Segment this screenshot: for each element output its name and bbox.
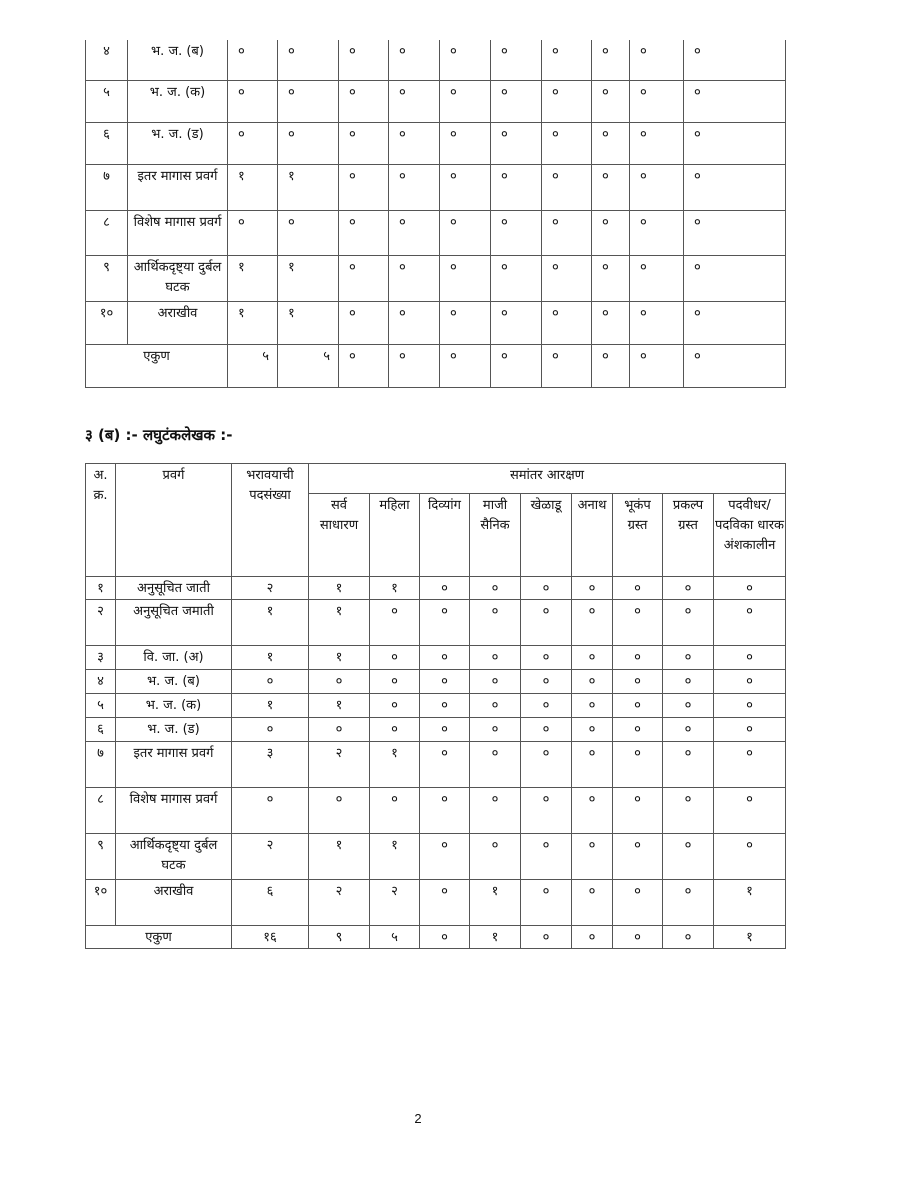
value-cell: ० [572,718,613,742]
table-row [86,742,786,788]
table-row [86,165,786,211]
total-value-cell: ० [389,345,440,388]
total-value-cell: ० [521,926,572,949]
total-value-cell: ५ [278,345,339,388]
value-cell: ० [309,670,370,694]
value-cell: ० [491,302,542,345]
value-cell: ० [714,670,786,694]
total-value-cell: ९ [309,926,370,949]
serial-cell: ७ [86,742,116,788]
table-row [86,256,786,302]
category-cell: अराखीव [128,302,228,345]
value-cell: ० [440,40,491,81]
value-cell: ० [491,211,542,256]
total-value-cell: ० [339,345,389,388]
table-row [86,81,786,123]
value-cell: १ [714,880,786,926]
value-cell: १ [228,302,278,345]
table-row [86,694,786,718]
value-cell: ० [663,600,714,646]
serial-cell: १० [86,302,128,345]
value-cell: ६ [232,880,309,926]
value-cell: ० [572,834,613,880]
table-row [86,646,786,670]
value-cell: ० [440,123,491,165]
table-row [86,834,786,880]
value-cell: ० [521,718,572,742]
value-cell: ० [613,880,663,926]
value-cell: ० [684,123,786,165]
serial-cell: ८ [86,788,116,834]
value-cell: ० [572,788,613,834]
value-cell: ० [663,670,714,694]
value-cell: ० [339,302,389,345]
value-cell: ० [542,302,592,345]
value-cell: ० [684,165,786,211]
total-value-cell: १६ [232,926,309,949]
total-value-cell: ० [630,345,684,388]
value-cell: ० [389,40,440,81]
value-cell: १ [232,600,309,646]
value-cell: ० [684,211,786,256]
value-cell: ० [714,788,786,834]
value-cell: १ [232,694,309,718]
value-cell: ० [663,788,714,834]
value-cell: ० [470,646,521,670]
value-cell: ० [420,646,470,670]
serial-cell: ६ [86,718,116,742]
table-row [86,788,786,834]
value-cell: ० [714,577,786,600]
value-cell: ० [542,40,592,81]
value-cell: ० [613,834,663,880]
value-cell: ० [389,302,440,345]
value-cell: ० [278,123,339,165]
value-cell: ० [339,123,389,165]
value-cell: ० [714,694,786,718]
value-cell: ० [663,577,714,600]
value-cell: ० [440,211,491,256]
reservation-table-continued [85,40,786,388]
value-cell: ० [521,834,572,880]
table-row [86,211,786,256]
value-cell: ० [572,694,613,718]
table2-body [86,464,786,949]
value-cell: ० [714,646,786,670]
value-cell: ० [572,742,613,788]
header-women: महिला [370,494,420,577]
value-cell: १ [278,165,339,211]
category-cell: भ. ज. (ब) [128,40,228,81]
value-cell: १ [309,600,370,646]
value-cell: २ [370,880,420,926]
value-cell: ० [309,718,370,742]
total-value-cell: ० [542,345,592,388]
value-cell: ० [491,81,542,123]
total-value-cell: ५ [228,345,278,388]
value-cell: ० [613,646,663,670]
value-cell: ० [542,123,592,165]
value-cell: ० [521,646,572,670]
total-value-cell: ० [663,926,714,949]
category-cell: भ. ज. (क) [128,81,228,123]
value-cell: ० [572,880,613,926]
value-cell: ० [613,788,663,834]
value-cell: ० [592,211,630,256]
value-cell: ० [592,81,630,123]
serial-cell: ५ [86,694,116,718]
category-cell: वि. जा. (अ) [116,646,232,670]
table1-body [86,40,786,388]
value-cell: ० [420,788,470,834]
value-cell: १ [309,577,370,600]
serial-cell: ५ [86,81,128,123]
serial-cell: ४ [86,40,128,81]
value-cell: ० [542,211,592,256]
value-cell: ० [684,302,786,345]
value-cell: ० [613,670,663,694]
value-cell: ० [542,165,592,211]
value-cell: ० [370,670,420,694]
value-cell: ० [228,81,278,123]
value-cell: ० [370,718,420,742]
category-cell: विशेष मागास प्रवर्ग [116,788,232,834]
value-cell: ० [440,256,491,302]
value-cell: ० [339,211,389,256]
value-cell: ० [521,742,572,788]
value-cell: ३ [232,742,309,788]
value-cell: ० [613,577,663,600]
value-cell: ० [521,670,572,694]
value-cell: ० [278,81,339,123]
header-earthquake: भूकंप ग्रस्त [613,494,663,577]
value-cell: ० [663,718,714,742]
value-cell: ० [389,123,440,165]
value-cell: ० [663,742,714,788]
value-cell: ० [572,670,613,694]
value-cell: २ [309,742,370,788]
value-cell: ० [521,694,572,718]
value-cell: ० [613,694,663,718]
header-graduate-parttime: पदवीधर/ पदविका धारक अंशकालीन [714,494,786,577]
value-cell: १ [278,256,339,302]
table-row [86,718,786,742]
category-cell: आर्थिकदृष्ट्या दुर्बल घटक [128,256,228,302]
value-cell: ० [420,742,470,788]
serial-cell: २ [86,600,116,646]
value-cell: ० [228,123,278,165]
value-cell: ० [613,742,663,788]
value-cell: ० [592,123,630,165]
total-value-cell: ५ [370,926,420,949]
value-cell: ० [389,81,440,123]
value-cell: ० [470,834,521,880]
table-row [86,40,786,81]
value-cell: ० [470,718,521,742]
total-label: एकुण [86,926,232,949]
value-cell: ० [491,123,542,165]
value-cell: ० [714,834,786,880]
value-cell: १ [370,834,420,880]
value-cell: १ [370,742,420,788]
total-row [86,345,786,388]
value-cell: ० [339,40,389,81]
value-cell: ० [370,788,420,834]
value-cell: ० [389,256,440,302]
value-cell: ० [232,718,309,742]
value-cell: ० [389,211,440,256]
value-cell: ० [521,577,572,600]
value-cell: ० [663,694,714,718]
value-cell: १ [228,256,278,302]
category-cell: आर्थिकदृष्ट्या दुर्बल घटक [116,834,232,880]
value-cell: ० [592,256,630,302]
serial-cell: ६ [86,123,128,165]
serial-cell: १० [86,880,116,926]
value-cell: ० [714,742,786,788]
header-project-affected: प्रकल्प ग्रस्त [663,494,714,577]
value-cell: ० [491,40,542,81]
value-cell: ० [521,880,572,926]
value-cell: ० [663,646,714,670]
value-cell: ० [370,694,420,718]
category-cell: भ. ज. (ड) [128,123,228,165]
value-cell: ० [592,165,630,211]
value-cell: ० [420,834,470,880]
value-cell: ० [370,600,420,646]
total-value-cell: ० [420,926,470,949]
total-value-cell: १ [470,926,521,949]
value-cell: ० [420,600,470,646]
value-cell: १ [278,302,339,345]
category-cell: भ. ज. (ड) [116,718,232,742]
total-value-cell: १ [714,926,786,949]
total-value-cell: ० [440,345,491,388]
page-number: 2 [414,1111,422,1126]
total-value-cell: ० [684,345,786,388]
value-cell: ० [420,694,470,718]
value-cell: ० [714,718,786,742]
value-cell: ० [521,788,572,834]
value-cell: २ [309,880,370,926]
header-serial: अ. क्र. [86,464,116,577]
table-row [86,123,786,165]
value-cell: ० [663,880,714,926]
section-heading: ३ (ब) :- लघुटंकलेखक :- [85,426,233,444]
header-row-1 [86,464,786,494]
serial-cell: ९ [86,256,128,302]
value-cell: ० [491,165,542,211]
value-cell: ० [630,40,684,81]
value-cell: ० [440,302,491,345]
value-cell: ० [630,302,684,345]
value-cell: ० [470,670,521,694]
stenographer-reservation-table [85,463,786,949]
serial-cell: ९ [86,834,116,880]
header-ex-servicemen: माजी सैनिक [470,494,521,577]
header-sports: खेळाडू [521,494,572,577]
value-cell: ० [339,256,389,302]
value-cell: ० [309,788,370,834]
total-row [86,926,786,949]
category-cell: विशेष मागास प्रवर्ग [128,211,228,256]
category-cell: इतर मागास प्रवर्ग [128,165,228,211]
value-cell: ० [232,670,309,694]
value-cell: ० [542,256,592,302]
value-cell: ० [630,165,684,211]
serial-cell: ८ [86,211,128,256]
value-cell: ० [684,40,786,81]
value-cell: ० [339,165,389,211]
total-label: एकुण [86,345,228,388]
header-parallel-reservation: समांतर आरक्षण [309,464,786,494]
value-cell: १ [309,834,370,880]
header-category: प्रवर्ग [116,464,232,577]
header-orphan: अनाथ [572,494,613,577]
value-cell: ० [228,40,278,81]
value-cell: ० [542,81,592,123]
total-value-cell: ० [572,926,613,949]
value-cell: ० [572,600,613,646]
value-cell: १ [370,577,420,600]
total-value-cell: ० [592,345,630,388]
category-cell: अनुसूचित जाती [116,577,232,600]
value-cell: ० [420,718,470,742]
value-cell: ० [440,81,491,123]
header-disabled: दिव्यांग [420,494,470,577]
value-cell: ० [630,256,684,302]
value-cell: ० [684,256,786,302]
serial-cell: ४ [86,670,116,694]
category-cell: भ. ज. (ब) [116,670,232,694]
total-value-cell: ० [491,345,542,388]
category-cell: अराखीव [116,880,232,926]
value-cell: ० [339,81,389,123]
table-row [86,880,786,926]
value-cell: १ [470,880,521,926]
value-cell: ० [630,81,684,123]
value-cell: ० [420,670,470,694]
value-cell: ० [663,834,714,880]
value-cell: ० [470,788,521,834]
serial-cell: १ [86,577,116,600]
value-cell: २ [232,834,309,880]
value-cell: ० [228,211,278,256]
value-cell: ० [613,600,663,646]
table-row [86,670,786,694]
serial-cell: ३ [86,646,116,670]
value-cell: ० [592,40,630,81]
value-cell: ० [613,718,663,742]
value-cell: ० [572,646,613,670]
value-cell: ० [278,40,339,81]
value-cell: १ [228,165,278,211]
category-cell: अनुसूचित जमाती [116,600,232,646]
value-cell: १ [232,646,309,670]
header-posts: भरावयाची पदसंख्या [232,464,309,577]
value-cell: ० [232,788,309,834]
category-cell: भ. ज. (क) [116,694,232,718]
value-cell: १ [309,694,370,718]
value-cell: १ [309,646,370,670]
value-cell: ० [592,302,630,345]
value-cell: ० [440,165,491,211]
value-cell: ० [714,600,786,646]
value-cell: ० [572,577,613,600]
value-cell: ० [521,600,572,646]
value-cell: २ [232,577,309,600]
header-general: सर्व साधारण [309,494,370,577]
value-cell: ० [470,600,521,646]
value-cell: ० [630,211,684,256]
value-cell: ० [420,880,470,926]
value-cell: ० [470,694,521,718]
value-cell: ० [278,211,339,256]
value-cell: ० [470,577,521,600]
table-row [86,302,786,345]
value-cell: ० [491,256,542,302]
category-cell: इतर मागास प्रवर्ग [116,742,232,788]
value-cell: ० [630,123,684,165]
table-row [86,577,786,600]
total-value-cell: ० [613,926,663,949]
value-cell: ० [684,81,786,123]
table-row [86,600,786,646]
serial-cell: ७ [86,165,128,211]
value-cell: ० [370,646,420,670]
value-cell: ० [470,742,521,788]
value-cell: ० [420,577,470,600]
value-cell: ० [389,165,440,211]
